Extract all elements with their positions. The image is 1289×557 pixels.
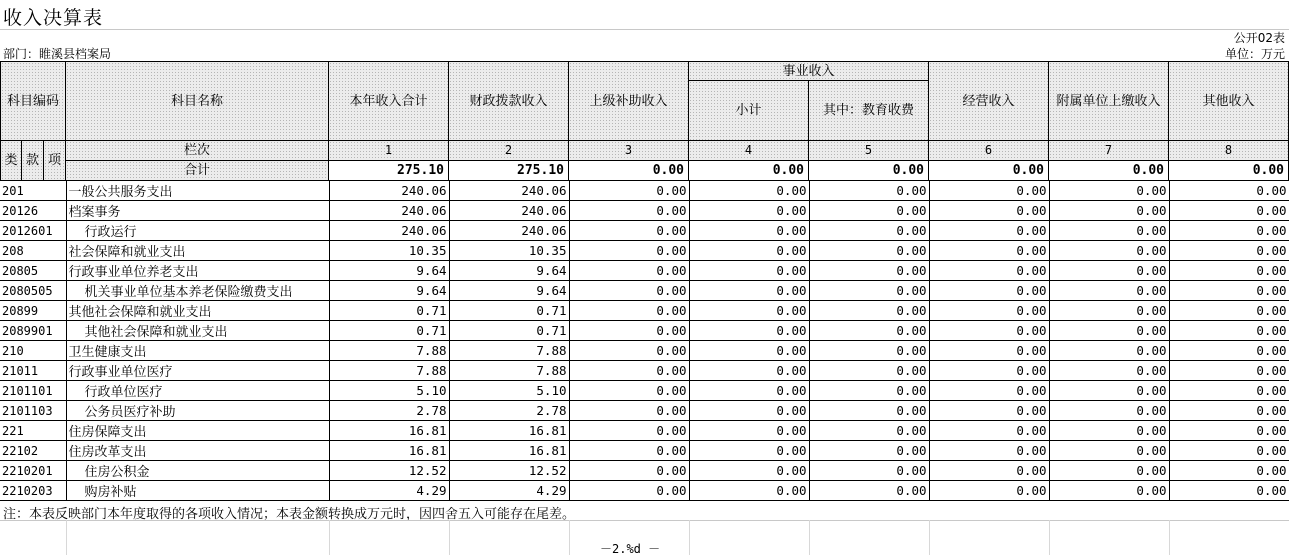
sum-value: 275.10 (449, 161, 569, 181)
row-value: 0.00 (1049, 201, 1169, 221)
grid-line (329, 520, 330, 555)
row-value: 0.00 (1049, 461, 1169, 481)
row-value: 0.00 (929, 241, 1049, 261)
divider (0, 29, 1289, 30)
row-value: 0.00 (1049, 281, 1169, 301)
row-code: 2089901 (0, 321, 66, 341)
header-total: 本年收入合计 (329, 61, 449, 141)
row-name: 卫生健康支出 (66, 341, 329, 361)
col-num: 5 (809, 141, 929, 161)
grid-line (689, 520, 690, 555)
row-value: 0.00 (809, 321, 929, 341)
row-value: 0.00 (569, 361, 689, 381)
row-value: 0.00 (929, 201, 1049, 221)
row-value: 7.88 (329, 361, 449, 381)
row-value: 0.00 (569, 401, 689, 421)
row-code: 221 (0, 421, 66, 441)
table-row (0, 361, 1289, 381)
table-row (0, 261, 1289, 281)
row-value: 0.00 (689, 321, 809, 341)
row-name: 机关事业单位基本养老保险缴费支出 (66, 281, 329, 301)
table-row (0, 281, 1289, 301)
row-value: 0.00 (1169, 461, 1289, 481)
col-num: 8 (1169, 141, 1289, 161)
row-value: 0.00 (1049, 301, 1169, 321)
row-value: 0.00 (809, 421, 929, 441)
row-value: 7.88 (329, 341, 449, 361)
header-lei: 类 (0, 141, 22, 181)
row-value: 0.71 (449, 301, 569, 321)
row-value: 0.00 (809, 221, 929, 241)
row-value: 9.64 (449, 261, 569, 281)
row-value: 0.71 (449, 321, 569, 341)
footnote: 注：本表反映部门本年度取得的各项收入情况；本表金额转换成万元时，因四舍五入可能存在尾差。 (3, 507, 576, 522)
row-value: 0.00 (809, 241, 929, 261)
row-value: 0.00 (1169, 441, 1289, 461)
row-value: 10.35 (449, 241, 569, 261)
row-value: 0.00 (569, 201, 689, 221)
row-name: 一般公共服务支出 (66, 181, 329, 201)
grid-line (929, 520, 930, 555)
row-value: 7.88 (449, 361, 569, 381)
sum-label: 合计 (66, 161, 329, 181)
table-row (0, 321, 1289, 341)
sum-value: 0.00 (689, 161, 809, 181)
row-value: 0.00 (569, 421, 689, 441)
unit-label: 单位：万元 (1224, 47, 1285, 61)
header-code: 科目编码 (0, 61, 66, 141)
row-value: 0.00 (689, 341, 809, 361)
grid-line (1049, 520, 1050, 555)
row-value: 0.00 (1169, 401, 1289, 421)
row-name: 行政事业单位医疗 (66, 361, 329, 381)
row-value: 0.71 (329, 301, 449, 321)
header-edu: 其中：教育收费 (809, 81, 929, 141)
row-value: 0.00 (1049, 481, 1169, 501)
row-name: 住房保障支出 (66, 421, 329, 441)
row-name: 公务员医疗补助 (66, 401, 329, 421)
col-num: 6 (929, 141, 1049, 161)
row-value: 0.00 (929, 321, 1049, 341)
row-value: 0.00 (689, 461, 809, 481)
header-subsidy: 上级补助收入 (569, 61, 689, 141)
row-value: 9.64 (329, 261, 449, 281)
row-value: 0.00 (929, 381, 1049, 401)
row-value: 12.52 (449, 461, 569, 481)
grid-line (66, 520, 67, 555)
table-row (0, 221, 1289, 241)
row-value: 0.00 (809, 381, 929, 401)
row-value: 0.00 (689, 281, 809, 301)
row-value: 0.00 (1169, 421, 1289, 441)
row-name: 档案事务 (66, 201, 329, 221)
sum-value: 0.00 (1169, 161, 1289, 181)
row-code: 2210201 (0, 461, 66, 481)
table-header (0, 61, 1289, 181)
row-value: 0.00 (929, 441, 1049, 461)
row-value: 0.00 (569, 221, 689, 241)
table-row (0, 341, 1289, 361)
row-value: 0.00 (929, 301, 1049, 321)
row-value: 0.00 (689, 181, 809, 201)
row-name: 住房改革支出 (66, 441, 329, 461)
sum-value: 0.00 (569, 161, 689, 181)
header-name: 科目名称 (66, 61, 329, 141)
row-value: 0.00 (689, 481, 809, 501)
header-operation: 经营收入 (929, 61, 1049, 141)
row-value: 0.00 (809, 301, 929, 321)
row-value: 0.00 (809, 181, 929, 201)
row-value: 0.00 (1049, 341, 1169, 361)
row-value: 0.00 (1169, 221, 1289, 241)
row-value: 0.00 (689, 221, 809, 241)
row-value: 0.71 (329, 321, 449, 341)
report-title: 收入决算表 (3, 7, 104, 29)
header-other: 其他收入 (1169, 61, 1289, 141)
row-value: 16.81 (449, 441, 569, 461)
row-value: 0.00 (1049, 381, 1169, 401)
row-value: 16.81 (449, 421, 569, 441)
row-value: 0.00 (689, 261, 809, 281)
row-value: 16.81 (329, 421, 449, 441)
row-name: 行政单位医疗 (66, 381, 329, 401)
row-value: 2.78 (329, 401, 449, 421)
row-code: 2012601 (0, 221, 66, 241)
row-value: 0.00 (1169, 261, 1289, 281)
row-value: 0.00 (929, 281, 1049, 301)
grid-line (809, 520, 810, 555)
table-row (0, 301, 1289, 321)
row-value: 0.00 (569, 281, 689, 301)
header-column-seq: 栏次 (66, 141, 329, 161)
row-code: 201 (0, 181, 66, 201)
row-value: 0.00 (809, 441, 929, 461)
col-num: 7 (1049, 141, 1169, 161)
row-value: 0.00 (929, 481, 1049, 501)
row-value: 0.00 (809, 461, 929, 481)
row-value: 0.00 (809, 341, 929, 361)
table-row (0, 201, 1289, 221)
row-value: 0.00 (1049, 421, 1169, 441)
row-value: 10.35 (329, 241, 449, 261)
row-value: 0.00 (1169, 481, 1289, 501)
table-row (0, 241, 1289, 261)
row-value: 0.00 (929, 461, 1049, 481)
row-value: 240.06 (449, 221, 569, 241)
row-value: 0.00 (689, 241, 809, 261)
sum-value: 0.00 (929, 161, 1049, 181)
row-name: 购房补贴 (66, 481, 329, 501)
row-value: 0.00 (1169, 361, 1289, 381)
row-value: 0.00 (689, 381, 809, 401)
col-num: 4 (689, 141, 809, 161)
row-code: 22102 (0, 441, 66, 461)
col-num: 3 (569, 141, 689, 161)
row-value: 0.00 (929, 361, 1049, 381)
row-value: 0.00 (1049, 181, 1169, 201)
row-value: 0.00 (1049, 241, 1169, 261)
row-code: 20126 (0, 201, 66, 221)
row-name: 其他社会保障和就业支出 (66, 301, 329, 321)
row-value: 0.00 (1169, 281, 1289, 301)
sum-value: 275.10 (329, 161, 449, 181)
row-value: 0.00 (689, 201, 809, 221)
row-value: 240.06 (329, 221, 449, 241)
row-code: 2210203 (0, 481, 66, 501)
income-table (0, 181, 1289, 501)
row-value: 9.64 (329, 281, 449, 301)
row-value: 9.64 (449, 281, 569, 301)
row-value: 0.00 (1049, 261, 1169, 281)
row-code: 20899 (0, 301, 66, 321)
row-value: 2.78 (449, 401, 569, 421)
row-value: 0.00 (569, 181, 689, 201)
table-row (0, 181, 1289, 201)
row-value: 0.00 (1169, 341, 1289, 361)
row-value: 4.29 (449, 481, 569, 501)
row-value: 0.00 (929, 181, 1049, 201)
row-code: 210 (0, 341, 66, 361)
header-subtotal: 小计 (689, 81, 809, 141)
row-value: 240.06 (329, 201, 449, 221)
row-name: 住房公积金 (66, 461, 329, 481)
row-value: 0.00 (1049, 401, 1169, 421)
grid-line (449, 520, 450, 555)
row-name: 其他社会保障和就业支出 (66, 321, 329, 341)
table-row (0, 401, 1289, 421)
row-value: 0.00 (689, 421, 809, 441)
sum-value: 0.00 (1049, 161, 1169, 181)
row-code: 208 (0, 241, 66, 261)
row-value: 0.00 (569, 261, 689, 281)
row-value: 0.00 (929, 221, 1049, 241)
row-value: 0.00 (689, 401, 809, 421)
row-value: 0.00 (1169, 381, 1289, 401)
form-number: 公开02表 (1233, 31, 1285, 45)
grid-line (1169, 520, 1170, 555)
row-code: 2080505 (0, 281, 66, 301)
row-value: 0.00 (1169, 241, 1289, 261)
row-value: 4.29 (329, 481, 449, 501)
row-value: 16.81 (329, 441, 449, 461)
row-value: 0.00 (809, 281, 929, 301)
table-row (0, 381, 1289, 401)
header-business: 事业收入 (689, 61, 929, 81)
row-value: 0.00 (569, 441, 689, 461)
row-value: 0.00 (929, 421, 1049, 441)
row-code: 20805 (0, 261, 66, 281)
header-kuan: 款 (22, 141, 44, 181)
col-num: 2 (449, 141, 569, 161)
row-value: 0.00 (1049, 361, 1169, 381)
row-name: 行政运行 (66, 221, 329, 241)
row-value: 0.00 (1169, 201, 1289, 221)
row-value: 0.00 (689, 361, 809, 381)
table-row (0, 481, 1289, 501)
row-value: 0.00 (689, 301, 809, 321)
row-value: 0.00 (809, 361, 929, 381)
header-fiscal: 财政拨款收入 (449, 61, 569, 141)
row-value: 0.00 (569, 341, 689, 361)
header-affiliated: 附属单位上缴收入 (1049, 61, 1169, 141)
row-value: 0.00 (1169, 301, 1289, 321)
table-row (0, 421, 1289, 441)
row-value: 0.00 (1169, 181, 1289, 201)
row-value: 0.00 (929, 261, 1049, 281)
table-row (0, 441, 1289, 461)
col-num: 1 (329, 141, 449, 161)
row-value: 0.00 (1049, 321, 1169, 341)
row-value: 5.10 (329, 381, 449, 401)
row-value: 0.00 (569, 321, 689, 341)
row-value: 240.06 (449, 201, 569, 221)
row-code: 21011 (0, 361, 66, 381)
row-value: 240.06 (329, 181, 449, 201)
row-code: 2101103 (0, 401, 66, 421)
row-value: 0.00 (929, 401, 1049, 421)
row-code: 2101101 (0, 381, 66, 401)
table-row (0, 461, 1289, 481)
row-value: 240.06 (449, 181, 569, 201)
divider (0, 520, 1289, 521)
row-value: 0.00 (569, 241, 689, 261)
row-value: 0.00 (809, 201, 929, 221)
sum-value: 0.00 (809, 161, 929, 181)
row-value: 12.52 (329, 461, 449, 481)
row-value: 0.00 (1049, 441, 1169, 461)
row-value: 0.00 (809, 481, 929, 501)
row-value: 0.00 (929, 341, 1049, 361)
row-value: 0.00 (569, 381, 689, 401)
row-value: 0.00 (689, 441, 809, 461)
row-value: 5.10 (449, 381, 569, 401)
row-name: 行政事业单位养老支出 (66, 261, 329, 281)
grid-line (569, 520, 570, 555)
row-value: 0.00 (1169, 321, 1289, 341)
row-value: 0.00 (569, 301, 689, 321)
row-value: 0.00 (569, 461, 689, 481)
header-xiang: 项 (44, 141, 66, 181)
row-value: 0.00 (809, 261, 929, 281)
row-value: 0.00 (569, 481, 689, 501)
page-number: －2.%d － (600, 542, 661, 556)
row-name: 社会保障和就业支出 (66, 241, 329, 261)
department-label: 部门：睢溪县档案局 (3, 47, 112, 61)
row-value: 7.88 (449, 341, 569, 361)
row-value: 0.00 (809, 401, 929, 421)
row-value: 0.00 (1049, 221, 1169, 241)
